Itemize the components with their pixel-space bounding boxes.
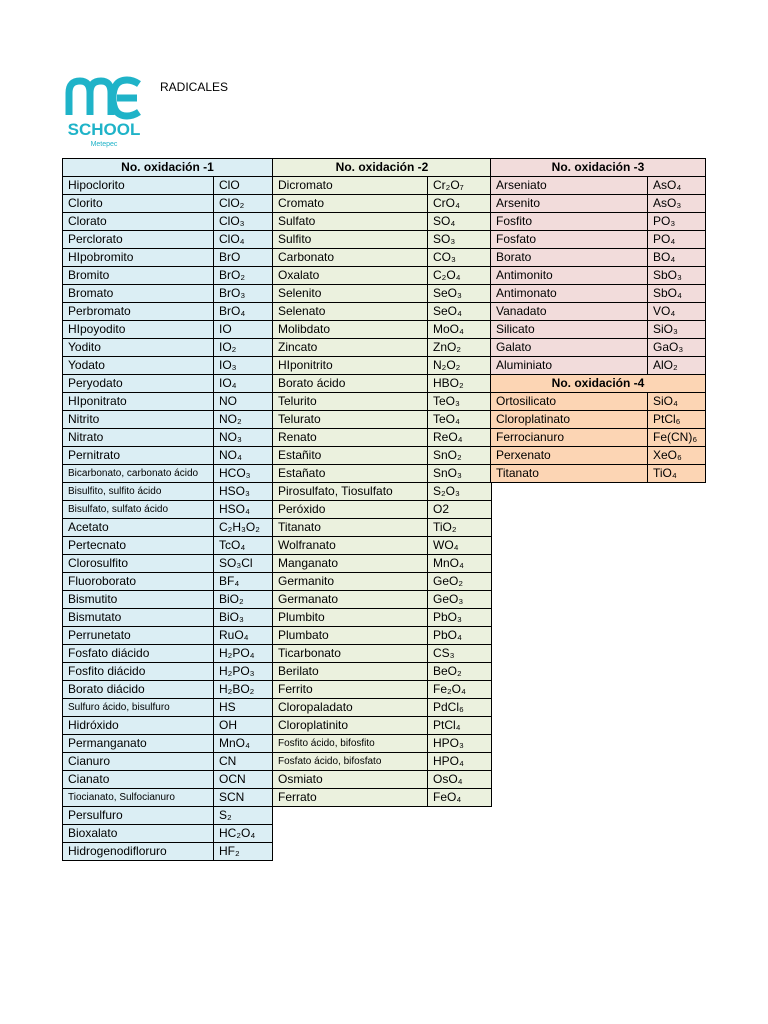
radical-name: HIponitrito <box>273 357 428 375</box>
radical-formula: BiO₃ <box>214 609 273 627</box>
radical-name: Fluoroborato <box>63 573 214 591</box>
radical-name: Bisulfito, sulfito ácido <box>63 483 214 501</box>
table-row <box>491 213 706 231</box>
table-row <box>63 339 273 357</box>
radical-name: Clorato <box>63 213 214 231</box>
table-row <box>63 429 273 447</box>
table-row <box>273 213 492 231</box>
radical-formula: SiO₃ <box>648 321 706 339</box>
radical-name: Plumbato <box>273 627 428 645</box>
radical-formula: HPO₃ <box>428 735 492 753</box>
table-row <box>273 393 492 411</box>
radical-name: Zincato <box>273 339 428 357</box>
radical-name: Sulfato <box>273 213 428 231</box>
radical-name: Ferrocianuro <box>491 429 648 447</box>
logo-text: SCHOOL <box>67 120 141 139</box>
table-row <box>273 771 492 789</box>
radical-formula: IO <box>214 321 273 339</box>
radical-name: Bismutito <box>63 591 214 609</box>
table-row <box>273 249 492 267</box>
radical-formula: ZnO₂ <box>428 339 492 357</box>
radical-name: Permanganato <box>63 735 214 753</box>
radical-formula: CrO₄ <box>428 195 492 213</box>
radical-formula: PO₄ <box>648 231 706 249</box>
radical-name: Germanito <box>273 573 428 591</box>
radical-name: Cromato <box>273 195 428 213</box>
table-row <box>63 609 273 627</box>
radical-formula: PbO₄ <box>428 627 492 645</box>
radical-formula: NO₂ <box>214 411 273 429</box>
table-row <box>63 681 273 699</box>
radical-name: HIponitrato <box>63 393 214 411</box>
radical-formula: TeO₄ <box>428 411 492 429</box>
document-title: RADICALES <box>160 80 229 94</box>
radical-formula: HF₂ <box>214 843 273 861</box>
radical-formula: VO₄ <box>648 303 706 321</box>
radical-name: Pernitrato <box>63 447 214 465</box>
table-row <box>273 537 492 555</box>
radical-name: Cloropaladato <box>273 699 428 717</box>
radical-formula: CN <box>214 753 273 771</box>
table-row <box>63 771 273 789</box>
table-row <box>491 411 706 429</box>
radical-formula: SO₄ <box>428 213 492 231</box>
radical-name: Persulfuro <box>63 807 214 825</box>
table-row <box>63 591 273 609</box>
radical-formula: PdCl₆ <box>428 699 492 717</box>
radical-formula: H₂PO₄ <box>214 645 273 663</box>
radical-name: Galato <box>491 339 648 357</box>
table-header: No. oxidación -3 <box>491 159 706 177</box>
radical-formula: WO₄ <box>428 537 492 555</box>
radical-formula: MnO₄ <box>214 735 273 753</box>
radical-name: Telurito <box>273 393 428 411</box>
radical-name: Hidrogenodifloruro <box>63 843 214 861</box>
radical-name: Nitrato <box>63 429 214 447</box>
table-row <box>273 177 492 195</box>
radical-formula: HCO₃ <box>214 465 273 483</box>
table-row <box>273 483 492 501</box>
radical-name: Ferrito <box>273 681 428 699</box>
radical-formula: SeO₄ <box>428 303 492 321</box>
radical-name: Plumbito <box>273 609 428 627</box>
table-row <box>63 303 273 321</box>
radical-name: Cianuro <box>63 753 214 771</box>
table-row <box>491 447 706 465</box>
table-row <box>63 699 273 717</box>
table-row <box>491 177 706 195</box>
radical-name: Yodato <box>63 357 214 375</box>
table-row <box>273 339 492 357</box>
radical-formula: CO₃ <box>428 249 492 267</box>
table-row <box>273 411 492 429</box>
radical-formula: NO₄ <box>214 447 273 465</box>
radical-name: Selenito <box>273 285 428 303</box>
table-row <box>273 627 492 645</box>
table-row <box>273 735 492 753</box>
table-row <box>63 177 273 195</box>
radical-formula: IO₄ <box>214 375 273 393</box>
radical-formula: MnO₄ <box>428 555 492 573</box>
radical-name: Pertecnato <box>63 537 214 555</box>
radical-name: Wolfranato <box>273 537 428 555</box>
table-row <box>273 555 492 573</box>
table-row <box>63 735 273 753</box>
radical-name: HIpobromito <box>63 249 214 267</box>
logo-subtext: Metepec <box>90 141 118 148</box>
radical-formula: ReO₄ <box>428 429 492 447</box>
radical-formula: H₂PO₃ <box>214 663 273 681</box>
table-row <box>273 195 492 213</box>
radical-formula: MoO₄ <box>428 321 492 339</box>
table-row <box>63 789 273 807</box>
radical-formula: SO₃ <box>428 231 492 249</box>
me-school-logo <box>61 71 147 153</box>
radical-name: Peróxido <box>273 501 428 519</box>
radical-formula: SeO₃ <box>428 285 492 303</box>
radical-name: Titanato <box>491 465 648 483</box>
radical-name: Ticarbonato <box>273 645 428 663</box>
radical-formula: BrO₂ <box>214 267 273 285</box>
radical-formula: ClO₂ <box>214 195 273 213</box>
radical-formula: ClO₄ <box>214 231 273 249</box>
radical-name: Yodito <box>63 339 214 357</box>
radical-name: Manganato <box>273 555 428 573</box>
radical-formula: SO₃Cl <box>214 555 273 573</box>
table-row <box>63 537 273 555</box>
table-row <box>63 357 273 375</box>
table-row <box>63 195 273 213</box>
table-row <box>273 321 492 339</box>
table-oxidation-minus-1 <box>62 158 273 861</box>
table-row <box>491 393 706 411</box>
table-row <box>491 321 706 339</box>
radical-name: Cloroplatinito <box>273 717 428 735</box>
table-row <box>273 753 492 771</box>
radical-formula: S₂ <box>214 807 273 825</box>
table-row <box>63 231 273 249</box>
radical-name: Ortosilicato <box>491 393 648 411</box>
radical-name: Telurato <box>273 411 428 429</box>
table-row <box>491 231 706 249</box>
table-row <box>63 285 273 303</box>
table-row <box>273 231 492 249</box>
radical-formula: C₂H₃O₂ <box>214 519 273 537</box>
radical-formula: SiO₄ <box>648 393 706 411</box>
radical-name: Bromito <box>63 267 214 285</box>
radical-formula: GeO₂ <box>428 573 492 591</box>
table-row <box>273 789 492 807</box>
radical-formula: PtCl₆ <box>648 411 706 429</box>
radical-formula: HC₂O₄ <box>214 825 273 843</box>
radical-formula: PbO₃ <box>428 609 492 627</box>
table-row <box>273 357 492 375</box>
table-header-oxidation-minus-4: No. oxidación -4 <box>491 375 706 393</box>
table-row <box>63 501 273 519</box>
radical-formula: OCN <box>214 771 273 789</box>
radical-name: Fosfito <box>491 213 648 231</box>
radical-name: Ferrato <box>273 789 428 807</box>
radical-formula: SCN <box>214 789 273 807</box>
radical-formula: TeO₃ <box>428 393 492 411</box>
table-row <box>491 303 706 321</box>
radical-name: Osmiato <box>273 771 428 789</box>
radical-formula: PO₃ <box>648 213 706 231</box>
table-row <box>491 249 706 267</box>
table-row <box>63 321 273 339</box>
radical-formula: BiO₂ <box>214 591 273 609</box>
table-row <box>273 573 492 591</box>
radical-formula: CS₃ <box>428 645 492 663</box>
radical-formula: IO₃ <box>214 357 273 375</box>
table-row <box>63 447 273 465</box>
radical-formula: SbO₃ <box>648 267 706 285</box>
radical-name: Bicarbonato, carbonato ácido <box>63 465 214 483</box>
table-row <box>273 285 492 303</box>
radical-name: Oxalato <box>273 267 428 285</box>
table-row <box>63 411 273 429</box>
radical-formula: ClO <box>214 177 273 195</box>
radical-formula: IO₂ <box>214 339 273 357</box>
radical-name: Berilato <box>273 663 428 681</box>
table-row <box>63 555 273 573</box>
table-row <box>63 825 273 843</box>
radical-name: Sulfuro ácido, bisulfuro <box>63 699 214 717</box>
table-row <box>273 465 492 483</box>
radical-name: Cloroplatinato <box>491 411 648 429</box>
radical-name: Fosfato <box>491 231 648 249</box>
radical-name: Perrunetato <box>63 627 214 645</box>
radical-formula: H₂BO₂ <box>214 681 273 699</box>
radical-formula: C₂O₄ <box>428 267 492 285</box>
radical-name: Silicato <box>491 321 648 339</box>
table-row <box>63 465 273 483</box>
radical-name: Estañato <box>273 465 428 483</box>
table-row <box>273 699 492 717</box>
radical-name: Carbonato <box>273 249 428 267</box>
radical-formula: HSO₄ <box>214 501 273 519</box>
table-row <box>273 447 492 465</box>
radical-name: Borato ácido <box>273 375 428 393</box>
table-row <box>63 627 273 645</box>
table-oxidation-minus-2 <box>272 158 492 807</box>
radical-name: Tiocianato, Sulfocianuro <box>63 789 214 807</box>
table-row <box>273 267 492 285</box>
radical-name: Borato diácido <box>63 681 214 699</box>
radical-name: HIpoyodito <box>63 321 214 339</box>
radical-name: Peryodato <box>63 375 214 393</box>
table-row <box>491 339 706 357</box>
radical-formula: TiO₂ <box>428 519 492 537</box>
table-row <box>273 663 492 681</box>
radical-name: Germanato <box>273 591 428 609</box>
radical-name: Molibdato <box>273 321 428 339</box>
radical-name: Bromato <box>63 285 214 303</box>
table-row <box>491 357 706 375</box>
table-row <box>273 303 492 321</box>
table-row <box>491 195 706 213</box>
radical-formula: TcO₄ <box>214 537 273 555</box>
radical-name: Dicromato <box>273 177 428 195</box>
radical-formula: S₂O₃ <box>428 483 492 501</box>
table-oxidation-minus-3-and-4 <box>490 158 706 483</box>
radical-name: Antimonato <box>491 285 648 303</box>
table-row <box>491 429 706 447</box>
table-row <box>63 213 273 231</box>
radical-formula: O2 <box>428 501 492 519</box>
radical-formula: RuO₄ <box>214 627 273 645</box>
radical-name: Bisulfato, sulfato ácido <box>63 501 214 519</box>
radical-formula: BF₄ <box>214 573 273 591</box>
radical-formula: PtCl₄ <box>428 717 492 735</box>
radical-name: Nitrito <box>63 411 214 429</box>
table-row <box>491 285 706 303</box>
table-row <box>273 681 492 699</box>
table-row <box>273 375 492 393</box>
radical-formula: Fe₂O₄ <box>428 681 492 699</box>
radical-name: Fosfato diácido <box>63 645 214 663</box>
table-row <box>63 717 273 735</box>
table-header: No. oxidación -1 <box>63 159 273 177</box>
radical-name: Borato <box>491 249 648 267</box>
radical-name: Clorito <box>63 195 214 213</box>
radical-formula: SnO₃ <box>428 465 492 483</box>
radical-name: Hipoclorito <box>63 177 214 195</box>
radical-name: Perbromato <box>63 303 214 321</box>
radical-formula: HSO₃ <box>214 483 273 501</box>
radical-formula: HBO₂ <box>428 375 492 393</box>
radical-name: Selenato <box>273 303 428 321</box>
table-row <box>63 573 273 591</box>
table-row <box>63 267 273 285</box>
table-row <box>491 465 706 483</box>
radical-formula: BrO₄ <box>214 303 273 321</box>
table-row <box>273 519 492 537</box>
radical-name: Arseniato <box>491 177 648 195</box>
radical-name: Titanato <box>273 519 428 537</box>
table-header: No. oxidación -2 <box>273 159 492 177</box>
radical-name: Cianato <box>63 771 214 789</box>
table-row <box>491 267 706 285</box>
table-row <box>63 663 273 681</box>
radical-formula: OsO₄ <box>428 771 492 789</box>
table-row <box>63 843 273 861</box>
table-row <box>273 609 492 627</box>
radical-name: Bioxalato <box>63 825 214 843</box>
radical-formula: GeO₃ <box>428 591 492 609</box>
radical-formula: OH <box>214 717 273 735</box>
radical-name: Vanadato <box>491 303 648 321</box>
radical-formula: BO₄ <box>648 249 706 267</box>
radical-name: Antimonito <box>491 267 648 285</box>
radical-name: Clorosulfito <box>63 555 214 573</box>
radical-name: Estañito <box>273 447 428 465</box>
radical-formula: SbO₄ <box>648 285 706 303</box>
table-row <box>273 429 492 447</box>
radical-name: Fosfato ácido, bifosfato <box>273 753 428 771</box>
table-row <box>63 645 273 663</box>
table-subheader-row <box>491 375 706 393</box>
radical-name: Hidróxido <box>63 717 214 735</box>
table-row <box>63 483 273 501</box>
radical-formula: SnO₂ <box>428 447 492 465</box>
radical-formula: NO₃ <box>214 429 273 447</box>
radical-name: Aluminiato <box>491 357 648 375</box>
table-row <box>63 519 273 537</box>
radical-formula: N₂O₂ <box>428 357 492 375</box>
radical-name: Bismutato <box>63 609 214 627</box>
radical-formula: AlO₂ <box>648 357 706 375</box>
table-row <box>63 753 273 771</box>
radical-formula: AsO₄ <box>648 177 706 195</box>
radical-formula: FeO₄ <box>428 789 492 807</box>
table-row <box>63 807 273 825</box>
radical-formula: BrO <box>214 249 273 267</box>
radical-formula: BeO₂ <box>428 663 492 681</box>
radical-name: Perxenato <box>491 447 648 465</box>
radical-name: Renato <box>273 429 428 447</box>
table-row <box>63 249 273 267</box>
table-row <box>273 645 492 663</box>
radical-formula: BrO₃ <box>214 285 273 303</box>
radical-formula: HPO₄ <box>428 753 492 771</box>
radical-formula: HS <box>214 699 273 717</box>
radical-name: Arsenito <box>491 195 648 213</box>
radical-formula: XeO₆ <box>648 447 706 465</box>
radical-formula: Cr₂O₇ <box>428 177 492 195</box>
radical-name: Acetato <box>63 519 214 537</box>
radical-formula: NO <box>214 393 273 411</box>
radical-formula: ClO₃ <box>214 213 273 231</box>
table-row <box>63 393 273 411</box>
radical-name: Fosfito ácido, bifosfito <box>273 735 428 753</box>
table-row <box>273 717 492 735</box>
table-row <box>63 375 273 393</box>
radical-name: Pirosulfato, Tiosulfato <box>273 483 428 501</box>
table-row <box>273 591 492 609</box>
radical-name: Sulfito <box>273 231 428 249</box>
radical-formula: Fe(CN)₆ <box>648 429 706 447</box>
radical-name: Fosfito diácido <box>63 663 214 681</box>
radical-formula: AsO₃ <box>648 195 706 213</box>
radical-formula: TiO₄ <box>648 465 706 483</box>
radical-name: Perclorato <box>63 231 214 249</box>
table-row <box>273 501 492 519</box>
radical-formula: GaO₃ <box>648 339 706 357</box>
